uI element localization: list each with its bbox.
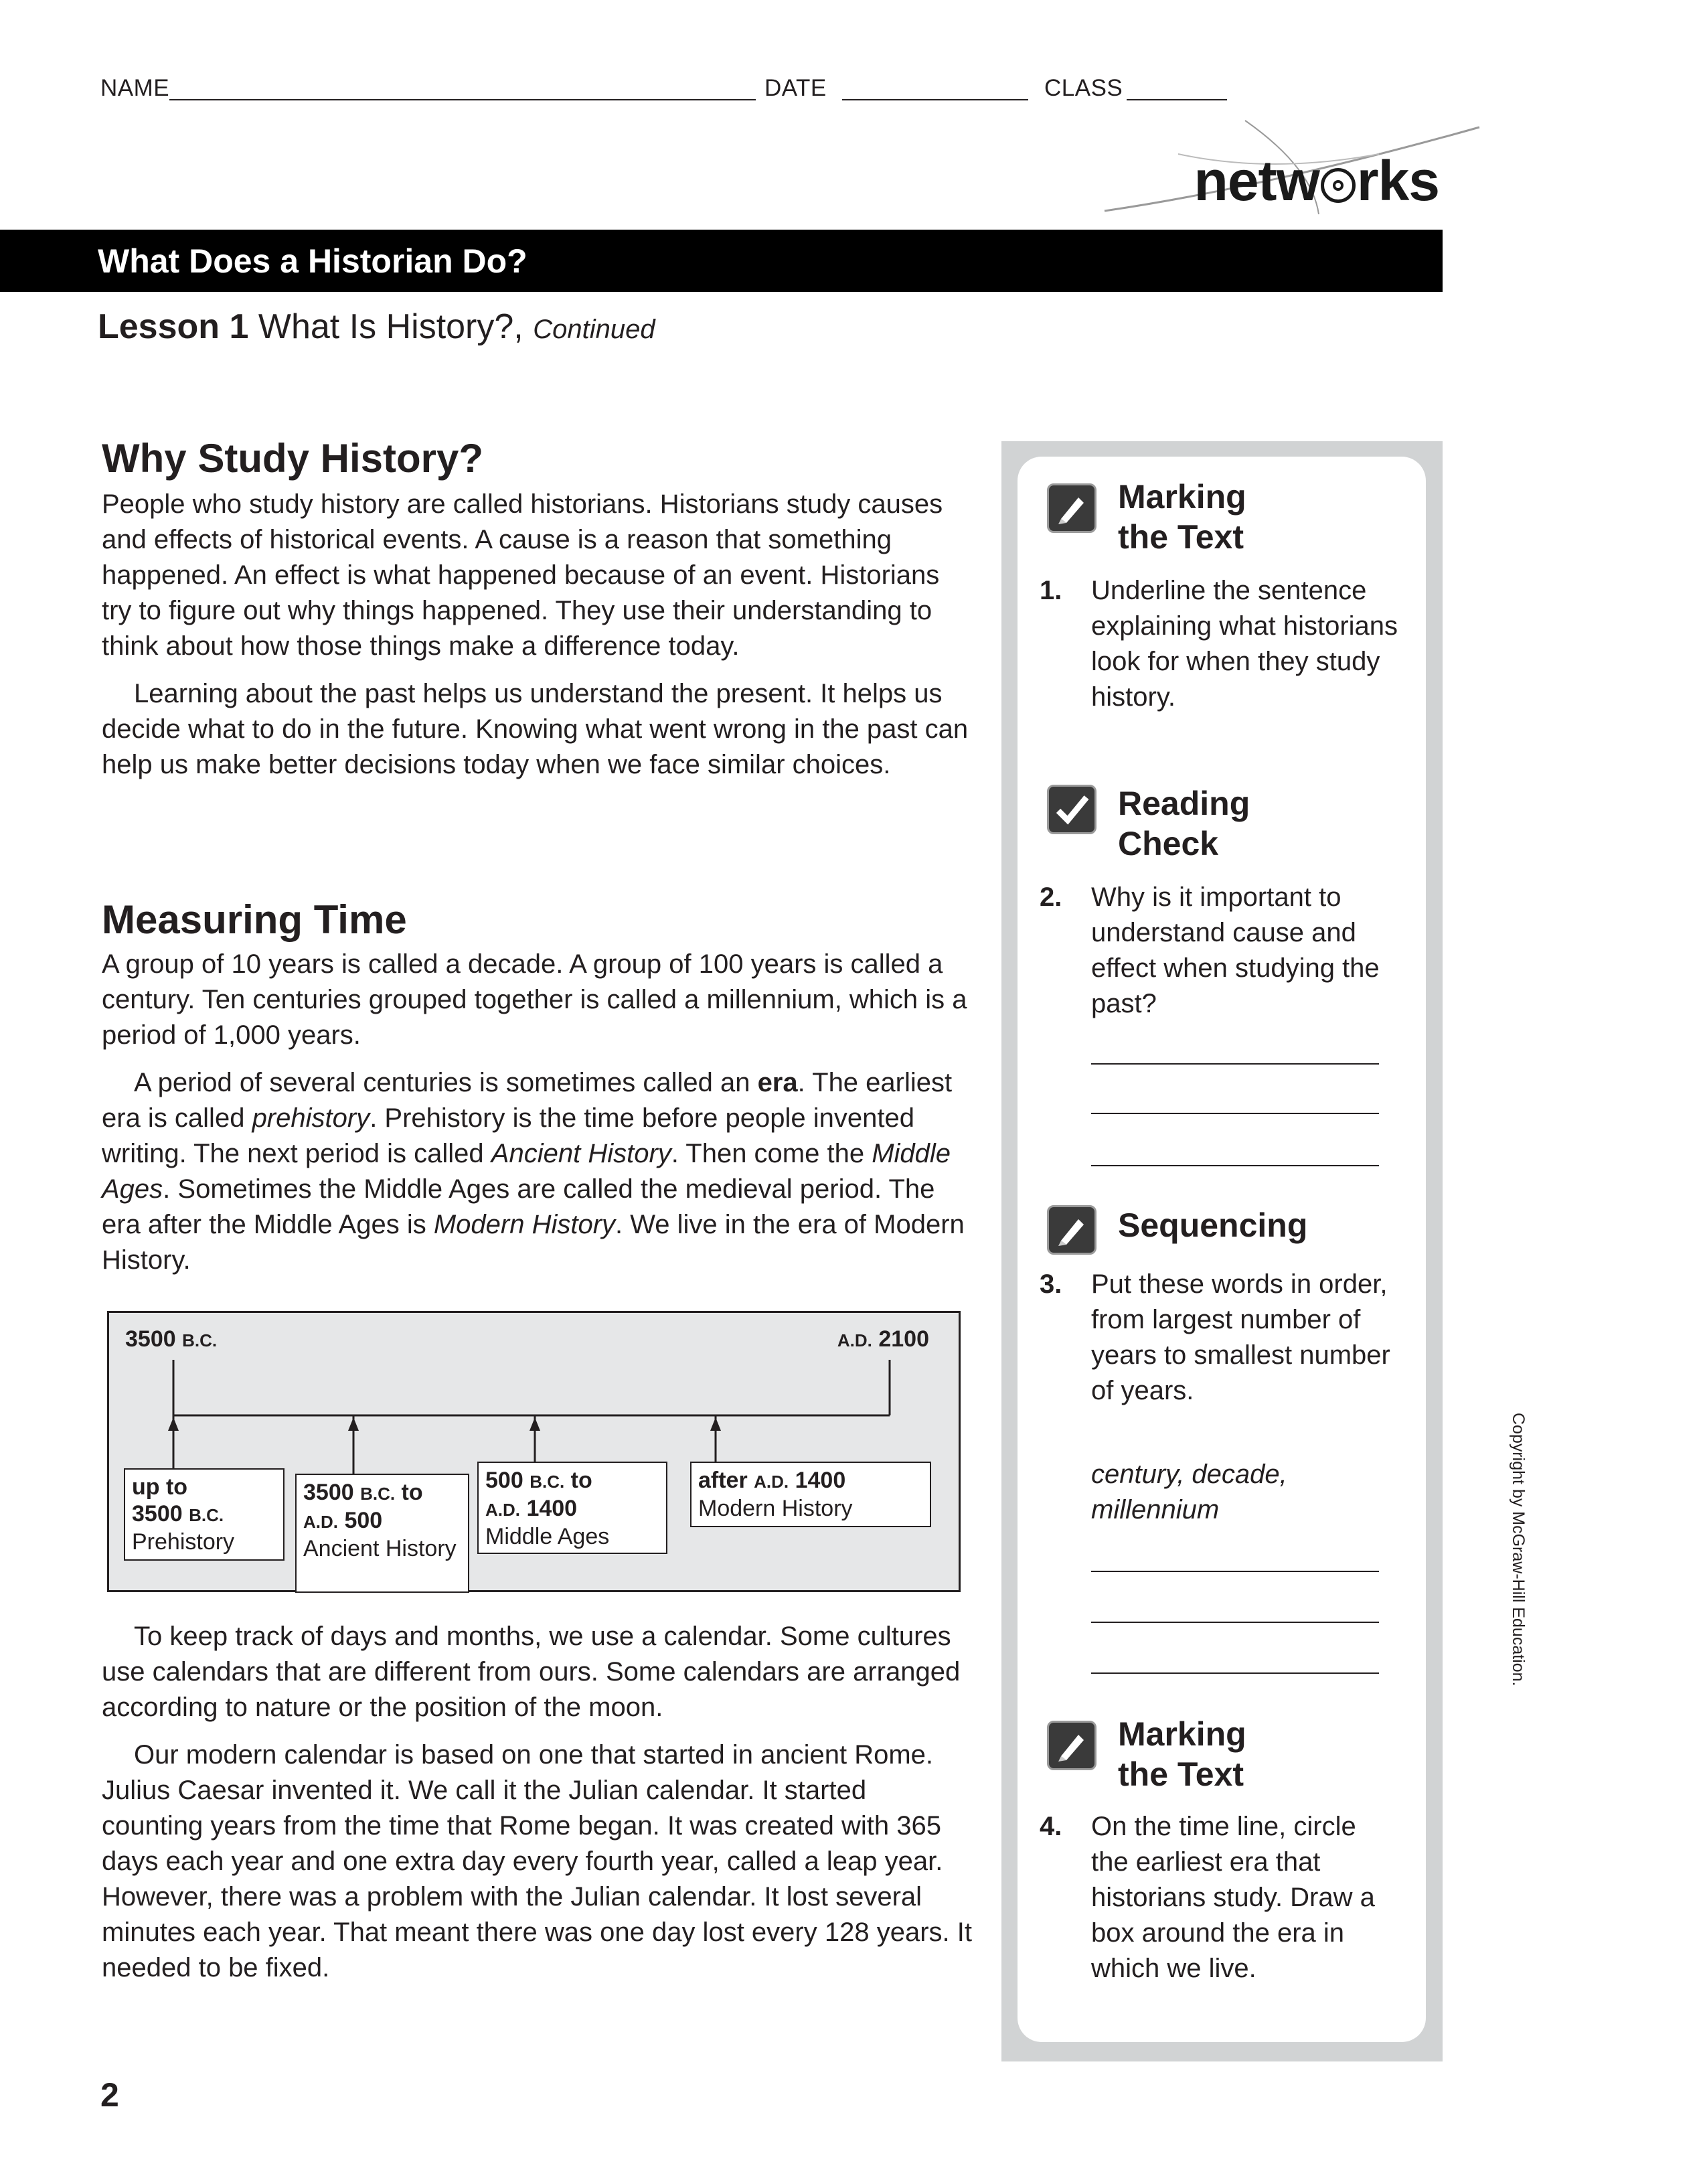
era-middle-ages: 500 B.C. to A.D. 1400 Middle Ages xyxy=(477,1462,667,1554)
page-number: 2 xyxy=(100,2076,119,2114)
era-ancient-history: 3500 B.C. to A.D. 500 Ancient History xyxy=(295,1474,469,1593)
paragraph-era: A period of several centuries is sometimes called an era. The earliest era is called prehistory. Prehistory is the time before people invented writing. The next period is called Ancient History. Then come the Middle Ages. Sometimes the Middle Ages are called the medieval period. The era after the Middle Ages is Modern History. We live in the era of Modern History. xyxy=(102,1068,965,1275)
heading-measuring-time: Measuring Time xyxy=(102,897,407,942)
timeline-arrow xyxy=(168,1415,179,1468)
question-text: Why is it important to understand cause and effect when studying the past? xyxy=(1091,882,1380,1018)
lesson-title xyxy=(98,307,655,347)
date-line xyxy=(842,99,1028,100)
copyright-notice: Copyright by McGraw-Hill Education. xyxy=(1509,1413,1528,1687)
question-number: 2. xyxy=(1040,882,1062,912)
era-modern-history: after A.D. 1400 Modern History xyxy=(690,1462,931,1527)
pencil-icon xyxy=(1047,1205,1096,1255)
question-number: 3. xyxy=(1040,1269,1062,1299)
term-era: era xyxy=(757,1068,798,1097)
sidebar-item-sequencing: Sequencing xyxy=(1118,1206,1308,1244)
chapter-banner xyxy=(0,230,1443,292)
answer-line[interactable] xyxy=(1091,1113,1379,1114)
lesson-continued: Continued xyxy=(533,315,655,344)
timeline-arrow xyxy=(710,1415,721,1462)
checkmark-icon xyxy=(1047,785,1096,834)
question-text: On the time line, circle the earliest era that historians study. Draw a box around the era in which we live. xyxy=(1091,1812,1375,1983)
question-text: Underline the sentence explaining what historians look for when they study history. xyxy=(1091,576,1398,712)
question-number: 1. xyxy=(1040,576,1062,605)
answer-line[interactable] xyxy=(1091,1672,1379,1674)
lesson-name: What Is History?, xyxy=(258,307,523,346)
heading-why-study-history: Why Study History? xyxy=(102,436,484,481)
timeline-start-label: 3500 B.C. xyxy=(125,1326,218,1352)
answer-line[interactable] xyxy=(1091,1622,1379,1623)
answer-line[interactable] xyxy=(1091,1571,1379,1572)
sidebar-item-marking-the-text-1: Marking the Text xyxy=(1118,478,1246,556)
paragraph: To keep track of days and months, we use a calendar. Some cultures use calendars that are different from ours. Some calendars are arranged according to nature or the position of the moon. xyxy=(102,1622,961,1722)
date-label: DATE xyxy=(764,75,827,101)
name-line xyxy=(169,99,756,100)
section2-body xyxy=(102,947,972,1278)
timeline-end-label: A.D. 2100 xyxy=(837,1326,929,1352)
class-label: CLASS xyxy=(1044,75,1123,101)
lesson-label: Lesson 1 xyxy=(98,307,249,346)
section2-body-continued xyxy=(102,1619,972,1986)
era-prehistory: up to 3500 B.C. Prehistory xyxy=(124,1468,284,1561)
logo-globe-icon xyxy=(1321,168,1356,203)
paragraph: People who study history are called historians. Historians study causes and effects of historical events. A cause is a reason that something happened. An effect is what happened because of an event. Historians try to figure out why things happened. They use their understanding to think about how those things make a difference today. xyxy=(102,489,943,661)
sidebar-item-marking-the-text-2: Marking the Text xyxy=(1118,1715,1246,1793)
timeline-diagram xyxy=(107,1311,961,1592)
timeline-arrow xyxy=(530,1415,540,1462)
timeline-arrow xyxy=(348,1415,359,1474)
networks-logo: netw rks xyxy=(1194,149,1439,212)
sequencing-words: century, decade, millennium xyxy=(1091,1460,1287,1525)
section1-body xyxy=(102,487,972,783)
question-number: 4. xyxy=(1040,1812,1062,1841)
answer-line[interactable] xyxy=(1091,1165,1379,1166)
pencil-icon xyxy=(1047,1721,1096,1770)
question-text: Put these words in order, from largest number of years to smallest number of years. xyxy=(1091,1269,1390,1405)
pencil-icon xyxy=(1047,483,1096,533)
name-label: NAME xyxy=(100,75,170,101)
chapter-title: What Does a Historian Do? xyxy=(98,242,527,280)
paragraph: Our modern calendar is based on one that started in ancient Rome. Julius Caesar invented it. We call it the Julian calendar. It started counting years from the time that Rome began. It was created with 365 days each year and one extra day every fourth year, called a leap year. However, there was a problem with the Julian calendar. It lost several minutes each year. That meant there was one day lost every 128 years. It needed to be fixed. xyxy=(102,1740,972,1982)
paragraph: A group of 10 years is called a decade. A group of 100 years is called a century. Ten centuries grouped together is called a millennium, which is a period of 1,000 years. xyxy=(102,949,967,1050)
paragraph: Learning about the past helps us understand the present. It helps us decide what to do in the future. Knowing what went wrong in the past can help us make better decisions today when we face similar choices. xyxy=(102,679,969,779)
sidebar-item-reading-check: Reading Check xyxy=(1118,785,1250,862)
class-line xyxy=(1127,99,1227,100)
answer-line[interactable] xyxy=(1091,1063,1379,1065)
